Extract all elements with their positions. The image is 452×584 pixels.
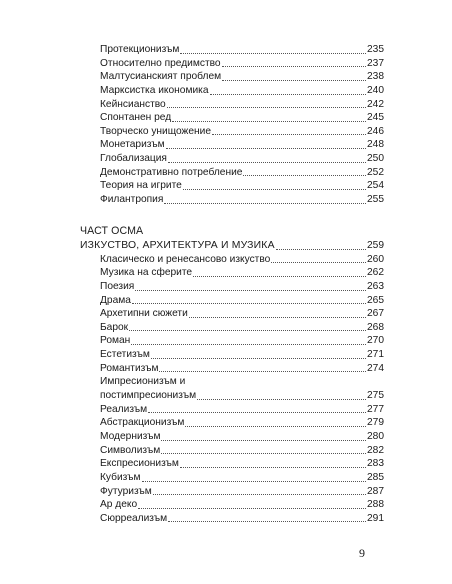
- dot-leader: [210, 94, 367, 95]
- dot-leader: [153, 494, 366, 495]
- toc-entry-page: 242: [367, 98, 384, 110]
- toc-entry: [100, 403, 384, 417]
- toc-entry-page: 238: [367, 71, 384, 83]
- toc-entry-title: Естетизъм: [100, 349, 150, 361]
- toc-part-eight: [80, 224, 384, 525]
- toc-entry-title: Филантропия: [100, 194, 164, 206]
- toc-entry-page: 285: [367, 471, 384, 483]
- toc-entry-page: 265: [367, 294, 384, 306]
- toc-entry: [100, 152, 384, 166]
- dot-leader: [151, 358, 366, 359]
- dot-leader: [172, 121, 366, 122]
- toc-entry: [100, 389, 384, 403]
- toc-entry: [100, 193, 384, 207]
- dot-leader: [222, 66, 366, 67]
- dot-leader: [271, 262, 366, 263]
- dot-leader: [148, 412, 366, 413]
- dot-leader: [164, 203, 366, 204]
- toc-entry-title: Демонстративно потребление: [100, 166, 243, 178]
- toc-entry: [100, 84, 384, 98]
- toc-entry-title: Ар деко: [100, 499, 138, 511]
- dot-leader: [132, 303, 366, 304]
- toc-entry-page: 271: [367, 349, 384, 361]
- toc-entry-page: 270: [367, 335, 384, 347]
- toc-entry-page: 250: [367, 153, 384, 165]
- toc-entry: [100, 321, 384, 335]
- toc-entry: [100, 57, 384, 71]
- page-number: 9: [359, 546, 365, 560]
- part-title: ЧАСТ ОСМА: [80, 225, 144, 237]
- toc-entry-title: Протекционизъм: [100, 43, 180, 55]
- dot-leader: [135, 290, 366, 291]
- toc-entry-title: Романтизъм: [100, 362, 159, 374]
- toc-entry-page: 235: [367, 43, 384, 55]
- toc-entry-title: Абстракционизъм: [100, 417, 185, 429]
- toc-entry: [100, 43, 384, 57]
- toc-entry-title: Класическо и ренесансово изкуство: [100, 253, 271, 265]
- toc-entry-title: Кейнсианство: [100, 98, 166, 110]
- toc-entry-title-line1: Импресионизъм и: [100, 376, 186, 388]
- toc-entry-page: 262: [367, 267, 384, 279]
- dot-leader: [168, 162, 366, 163]
- dot-leader: [243, 175, 366, 176]
- dot-leader: [168, 521, 366, 522]
- toc-entry: [100, 166, 384, 180]
- toc-entry-title: Малтусианският проблем: [100, 71, 222, 83]
- toc-entry: [100, 430, 384, 444]
- toc-entry-title-line2: постимпресионизъм: [100, 390, 197, 402]
- toc-entry-page: 283: [367, 458, 384, 470]
- toc-entry: [100, 457, 384, 471]
- toc-entry-page: 252: [367, 166, 384, 178]
- toc-entry-page: 280: [367, 430, 384, 442]
- dot-leader: [131, 344, 366, 345]
- toc-entry-title: Реализъм: [100, 403, 148, 415]
- dot-leader: [197, 399, 366, 400]
- toc-entry-page: 254: [367, 180, 384, 192]
- toc-entry-page: 282: [367, 444, 384, 456]
- toc-entry: [100, 266, 384, 280]
- dot-leader: [222, 80, 366, 81]
- toc-entry-title: Спонтанен ред: [100, 112, 172, 124]
- toc-entry: [100, 471, 384, 485]
- toc-economics-list: [100, 43, 384, 207]
- toc-entry-page: 245: [367, 112, 384, 124]
- toc-entry-page: 288: [367, 499, 384, 511]
- dot-leader: [212, 134, 366, 135]
- part-entries: [80, 253, 384, 526]
- toc-entry-page: 255: [367, 194, 384, 206]
- toc-entry: [100, 444, 384, 458]
- toc-entry-title: Теория на игрите: [100, 180, 182, 192]
- toc-entry-page: 268: [367, 321, 384, 333]
- toc-entry: [100, 98, 384, 112]
- dot-leader: [166, 148, 366, 149]
- toc-entry-title: Барок: [100, 321, 129, 333]
- toc-entry-page: 237: [367, 57, 384, 69]
- toc-entry: [100, 498, 384, 512]
- dot-leader: [180, 53, 366, 54]
- toc-entry: [100, 70, 384, 84]
- toc-entry-title: Драма: [100, 294, 131, 306]
- toc-entry: [100, 362, 384, 376]
- toc-entry-title: Футуризъм: [100, 485, 152, 497]
- toc-entry-page: 287: [367, 485, 384, 497]
- dot-leader: [138, 508, 366, 509]
- toc-entry: [100, 111, 384, 125]
- toc-entry-page: 248: [367, 139, 384, 151]
- part-heading-page: 259: [367, 239, 384, 251]
- toc-entry: [100, 280, 384, 294]
- part-heading: ИЗКУСТВО, АРХИТЕКТУРА И МУЗИКА: [80, 239, 275, 251]
- dot-leader: [183, 189, 366, 190]
- dot-leader: [159, 371, 366, 372]
- toc-entry: [100, 125, 384, 139]
- toc-entry: [100, 485, 384, 499]
- dot-leader: [185, 426, 366, 427]
- toc-entry: [100, 416, 384, 430]
- toc-entry-page: 267: [367, 308, 384, 320]
- toc-entry-title: Модернизъм: [100, 430, 161, 442]
- toc-entry-title: Роман: [100, 335, 131, 347]
- dot-leader: [276, 249, 366, 250]
- toc-entry-page: 275: [367, 390, 384, 402]
- toc-entry: [100, 253, 384, 267]
- toc-entry: [100, 138, 384, 152]
- toc-entry-title: Относително предимство: [100, 57, 221, 69]
- toc-entry-title: Поезия: [100, 280, 135, 292]
- toc-entry-title: Сюрреализъм: [100, 512, 168, 524]
- toc-entry-page: 260: [367, 253, 384, 265]
- toc-entry: [100, 512, 384, 526]
- toc-entry: [100, 294, 384, 308]
- toc-entry-page: 246: [367, 125, 384, 137]
- toc-entry-title: Монетаризъм: [100, 139, 165, 151]
- dot-leader: [193, 276, 366, 277]
- dot-leader: [180, 467, 366, 468]
- toc-entry-title: Архетипни сюжети: [100, 308, 188, 320]
- dot-leader: [161, 453, 366, 454]
- toc-entry-page: 291: [367, 512, 384, 524]
- toc-entry-page: 263: [367, 280, 384, 292]
- toc-entry-title: Експресионизъм: [100, 458, 179, 470]
- dot-leader: [167, 107, 366, 108]
- toc-entry: [100, 348, 384, 362]
- toc-entry: [100, 179, 384, 193]
- dot-leader: [142, 481, 367, 482]
- toc-entry-page: 240: [367, 84, 384, 96]
- toc-entry-title: Глобализация: [100, 153, 167, 165]
- toc-entry-title: Символизъм: [100, 444, 161, 456]
- toc-entry-page: 279: [367, 417, 384, 429]
- toc-entry: [100, 307, 384, 321]
- toc-entry-page: 274: [367, 362, 384, 374]
- dot-leader: [161, 440, 366, 441]
- toc-entry-title: Марксистка икономика: [100, 84, 209, 96]
- toc-entry-title: Творческо унищожение: [100, 125, 212, 137]
- toc-entry-page: 277: [367, 403, 384, 415]
- toc-entry-title: Кубизъм: [100, 471, 141, 483]
- dot-leader: [189, 317, 366, 318]
- dot-leader: [129, 330, 366, 331]
- toc-entry-title: Музика на сферите: [100, 267, 193, 279]
- toc-entry: [100, 334, 384, 348]
- part-heading-entry: [80, 239, 384, 253]
